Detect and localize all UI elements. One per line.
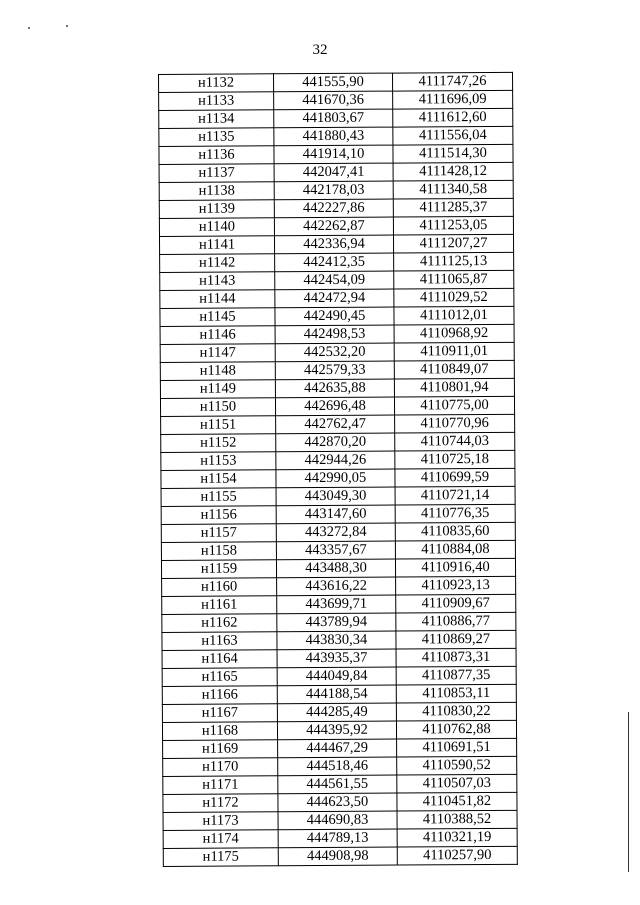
table-row bbox=[159, 162, 513, 182]
point-id-cell: н1170 bbox=[163, 758, 278, 777]
y-coordinate-cell: 4110762,88 bbox=[396, 720, 516, 739]
table-row bbox=[159, 144, 513, 164]
table-row bbox=[162, 612, 516, 632]
y-coordinate-cell: 4111012,01 bbox=[394, 306, 514, 325]
point-id-cell: н1133 bbox=[159, 92, 274, 111]
point-id-cell: н1139 bbox=[159, 200, 274, 219]
table-row bbox=[160, 360, 514, 380]
table-row bbox=[161, 540, 515, 560]
y-coordinate-cell: 4110877,35 bbox=[396, 666, 516, 685]
y-coordinate-cell: 4111065,87 bbox=[394, 270, 514, 289]
y-coordinate-cell: 4110257,90 bbox=[397, 846, 517, 865]
x-coordinate-cell: 442635,88 bbox=[275, 379, 394, 398]
y-coordinate-cell: 4110699,59 bbox=[395, 468, 515, 487]
scan-speck bbox=[28, 27, 30, 29]
x-coordinate-cell: 443616,22 bbox=[277, 577, 396, 596]
x-coordinate-cell: 444467,29 bbox=[278, 739, 397, 758]
y-coordinate-cell: 4110507,03 bbox=[397, 774, 517, 793]
y-coordinate-cell: 4110849,07 bbox=[394, 360, 514, 379]
point-id-cell: н1141 bbox=[159, 236, 274, 255]
x-coordinate-cell: 444188,54 bbox=[277, 685, 396, 704]
x-coordinate-cell: 442762,47 bbox=[276, 415, 395, 434]
x-coordinate-cell: 444789,13 bbox=[278, 829, 397, 848]
point-id-cell: н1142 bbox=[160, 254, 275, 273]
y-coordinate-cell: 4110451,82 bbox=[397, 792, 517, 811]
point-id-cell: н1164 bbox=[162, 650, 277, 669]
point-id-cell: н1146 bbox=[160, 326, 275, 345]
y-coordinate-cell: 4111747,26 bbox=[392, 72, 512, 91]
table-row bbox=[159, 180, 513, 200]
point-id-cell: н1150 bbox=[160, 398, 275, 417]
table-row bbox=[161, 414, 515, 434]
x-coordinate-cell: 442696,48 bbox=[275, 397, 394, 416]
point-id-cell: н1148 bbox=[160, 362, 275, 381]
table-row bbox=[160, 324, 514, 344]
table-row bbox=[163, 792, 517, 812]
y-coordinate-cell: 4110923,13 bbox=[396, 576, 516, 595]
point-id-cell: н1158 bbox=[161, 542, 276, 561]
coordinates-table-wrapper bbox=[158, 72, 518, 867]
point-id-cell: н1136 bbox=[159, 146, 274, 165]
point-id-cell: н1143 bbox=[160, 272, 275, 291]
table-row bbox=[162, 720, 516, 740]
y-coordinate-cell: 4110776,35 bbox=[395, 504, 515, 523]
y-coordinate-cell: 4111514,30 bbox=[393, 144, 513, 163]
y-coordinate-cell: 4110886,77 bbox=[396, 612, 516, 631]
x-coordinate-cell: 444690,83 bbox=[278, 811, 397, 830]
x-coordinate-cell: 444908,98 bbox=[278, 847, 397, 866]
point-id-cell: н1147 bbox=[160, 344, 275, 363]
x-coordinate-cell: 442454,09 bbox=[275, 271, 394, 290]
table-row bbox=[159, 216, 513, 236]
table-row bbox=[160, 252, 514, 272]
coordinates-table bbox=[158, 72, 518, 867]
point-id-cell: н1172 bbox=[163, 794, 278, 813]
point-id-cell: н1163 bbox=[162, 632, 277, 651]
x-coordinate-cell: 442412,35 bbox=[275, 253, 394, 272]
x-coordinate-cell: 442490,45 bbox=[275, 307, 394, 326]
point-id-cell: н1166 bbox=[162, 686, 277, 705]
table-row bbox=[163, 846, 517, 866]
point-id-cell: н1156 bbox=[161, 506, 276, 525]
point-id-cell: н1160 bbox=[162, 578, 277, 597]
point-id-cell: н1175 bbox=[163, 848, 278, 867]
y-coordinate-cell: 4110884,08 bbox=[395, 540, 515, 559]
point-id-cell: н1145 bbox=[160, 308, 275, 327]
table-row bbox=[160, 396, 514, 416]
table-row bbox=[162, 630, 516, 650]
table-row bbox=[162, 684, 516, 704]
y-coordinate-cell: 4111253,05 bbox=[393, 216, 513, 235]
x-coordinate-cell: 442579,33 bbox=[275, 361, 394, 380]
point-id-cell: н1137 bbox=[159, 164, 274, 183]
point-id-cell: н1151 bbox=[161, 416, 276, 435]
x-coordinate-cell: 444285,49 bbox=[277, 703, 396, 722]
table-row bbox=[159, 90, 513, 110]
table-row bbox=[163, 756, 517, 776]
y-coordinate-cell: 4110725,18 bbox=[395, 450, 515, 469]
x-coordinate-cell: 442227,86 bbox=[274, 199, 393, 218]
y-coordinate-cell: 4111428,12 bbox=[393, 162, 513, 181]
table-row bbox=[160, 270, 514, 290]
point-id-cell: н1162 bbox=[162, 614, 277, 633]
x-coordinate-cell: 442870,20 bbox=[276, 433, 395, 452]
y-coordinate-cell: 4110968,92 bbox=[394, 324, 514, 343]
point-id-cell: н1149 bbox=[160, 380, 275, 399]
scan-speck bbox=[66, 25, 68, 27]
table-row bbox=[161, 522, 515, 542]
table-row bbox=[162, 576, 516, 596]
x-coordinate-cell: 443935,37 bbox=[277, 649, 396, 668]
x-coordinate-cell: 443830,34 bbox=[277, 631, 396, 650]
x-coordinate-cell: 442047,41 bbox=[274, 163, 393, 182]
point-id-cell: н1174 bbox=[163, 830, 278, 849]
table-row bbox=[160, 378, 514, 398]
point-id-cell: н1173 bbox=[163, 812, 278, 831]
x-coordinate-cell: 444561,55 bbox=[278, 775, 397, 794]
table-row bbox=[159, 126, 513, 146]
y-coordinate-cell: 4111696,09 bbox=[393, 90, 513, 109]
table-row bbox=[160, 288, 514, 308]
x-coordinate-cell: 443699,71 bbox=[277, 595, 396, 614]
y-coordinate-cell: 4110853,11 bbox=[396, 684, 516, 703]
point-id-cell: н1155 bbox=[161, 488, 276, 507]
x-coordinate-cell: 444623,50 bbox=[278, 793, 397, 812]
table-row bbox=[163, 810, 517, 830]
point-id-cell: н1138 bbox=[159, 182, 274, 201]
y-coordinate-cell: 4110830,22 bbox=[396, 702, 516, 721]
y-coordinate-cell: 4110691,51 bbox=[397, 738, 517, 757]
table-row bbox=[161, 432, 515, 452]
y-coordinate-cell: 4110770,96 bbox=[395, 414, 515, 433]
table-row bbox=[161, 450, 515, 470]
point-id-cell: н1144 bbox=[160, 290, 275, 309]
table-row bbox=[162, 648, 516, 668]
y-coordinate-cell: 4111612,60 bbox=[393, 108, 513, 127]
y-coordinate-cell: 4110911,01 bbox=[394, 342, 514, 361]
table-row bbox=[161, 486, 515, 506]
y-coordinate-cell: 4110835,60 bbox=[395, 522, 515, 541]
page-number: 32 bbox=[312, 42, 328, 58]
x-coordinate-cell: 442532,20 bbox=[275, 343, 394, 362]
y-coordinate-cell: 4111029,52 bbox=[394, 288, 514, 307]
point-id-cell: н1157 bbox=[161, 524, 276, 543]
table-row bbox=[161, 468, 515, 488]
point-id-cell: н1132 bbox=[159, 74, 274, 93]
y-coordinate-cell: 4110590,52 bbox=[397, 756, 517, 775]
x-coordinate-cell: 443789,94 bbox=[277, 613, 396, 632]
point-id-cell: н1152 bbox=[161, 434, 276, 453]
x-coordinate-cell: 441555,90 bbox=[274, 73, 393, 92]
y-coordinate-cell: 4110916,40 bbox=[395, 558, 515, 577]
scan-edge-line bbox=[628, 712, 629, 872]
x-coordinate-cell: 444049,84 bbox=[277, 667, 396, 686]
x-coordinate-cell: 442990,05 bbox=[276, 469, 395, 488]
y-coordinate-cell: 4111556,04 bbox=[393, 126, 513, 145]
y-coordinate-cell: 4110873,31 bbox=[396, 648, 516, 667]
table-row bbox=[163, 738, 517, 758]
table-row bbox=[163, 774, 517, 794]
table-row bbox=[162, 594, 516, 614]
y-coordinate-cell: 4110388,52 bbox=[397, 810, 517, 829]
point-id-cell: н1168 bbox=[162, 722, 277, 741]
table-row bbox=[159, 72, 513, 92]
table-row bbox=[162, 666, 516, 686]
table-row bbox=[159, 108, 513, 128]
x-coordinate-cell: 442498,53 bbox=[275, 325, 394, 344]
x-coordinate-cell: 442944,26 bbox=[276, 451, 395, 470]
point-id-cell: н1153 bbox=[161, 452, 276, 471]
y-coordinate-cell: 4111285,37 bbox=[393, 198, 513, 217]
table-row bbox=[160, 306, 514, 326]
y-coordinate-cell: 4110801,94 bbox=[394, 378, 514, 397]
point-id-cell: н1165 bbox=[162, 668, 277, 687]
point-id-cell: н1140 bbox=[159, 218, 274, 237]
y-coordinate-cell: 4110744,03 bbox=[395, 432, 515, 451]
x-coordinate-cell: 444518,46 bbox=[278, 757, 397, 776]
x-coordinate-cell: 441803,67 bbox=[274, 109, 393, 128]
table-row bbox=[159, 234, 513, 254]
point-id-cell: н1167 bbox=[162, 704, 277, 723]
x-coordinate-cell: 441670,36 bbox=[274, 91, 393, 110]
table-row bbox=[163, 828, 517, 848]
table-row bbox=[161, 558, 515, 578]
y-coordinate-cell: 4110775,00 bbox=[394, 396, 514, 415]
x-coordinate-cell: 443049,30 bbox=[276, 487, 395, 506]
coordinates-table-body bbox=[159, 72, 518, 866]
table-row bbox=[161, 504, 515, 524]
table-row bbox=[159, 198, 513, 218]
x-coordinate-cell: 442336,94 bbox=[274, 235, 393, 254]
x-coordinate-cell: 443488,30 bbox=[276, 559, 395, 578]
x-coordinate-cell: 442472,94 bbox=[275, 289, 394, 308]
point-id-cell: н1161 bbox=[162, 596, 277, 615]
y-coordinate-cell: 4111340,58 bbox=[393, 180, 513, 199]
x-coordinate-cell: 443147,60 bbox=[276, 505, 395, 524]
point-id-cell: н1171 bbox=[163, 776, 278, 795]
y-coordinate-cell: 4111125,13 bbox=[394, 252, 514, 271]
table-row bbox=[160, 342, 514, 362]
x-coordinate-cell: 443357,67 bbox=[276, 541, 395, 560]
y-coordinate-cell: 4110909,67 bbox=[396, 594, 516, 613]
x-coordinate-cell: 444395,92 bbox=[277, 721, 396, 740]
point-id-cell: н1134 bbox=[159, 110, 274, 129]
point-id-cell: н1169 bbox=[163, 740, 278, 759]
y-coordinate-cell: 4110321,19 bbox=[397, 828, 517, 847]
table-row bbox=[162, 702, 516, 722]
x-coordinate-cell: 442178,03 bbox=[274, 181, 393, 200]
y-coordinate-cell: 4110721,14 bbox=[395, 486, 515, 505]
x-coordinate-cell: 441880,43 bbox=[274, 127, 393, 146]
x-coordinate-cell: 442262,87 bbox=[274, 217, 393, 236]
x-coordinate-cell: 443272,84 bbox=[276, 523, 395, 542]
point-id-cell: н1154 bbox=[161, 470, 276, 489]
y-coordinate-cell: 4111207,27 bbox=[393, 234, 513, 253]
point-id-cell: н1135 bbox=[159, 128, 274, 147]
x-coordinate-cell: 441914,10 bbox=[274, 145, 393, 164]
point-id-cell: н1159 bbox=[161, 560, 276, 579]
y-coordinate-cell: 4110869,27 bbox=[396, 630, 516, 649]
